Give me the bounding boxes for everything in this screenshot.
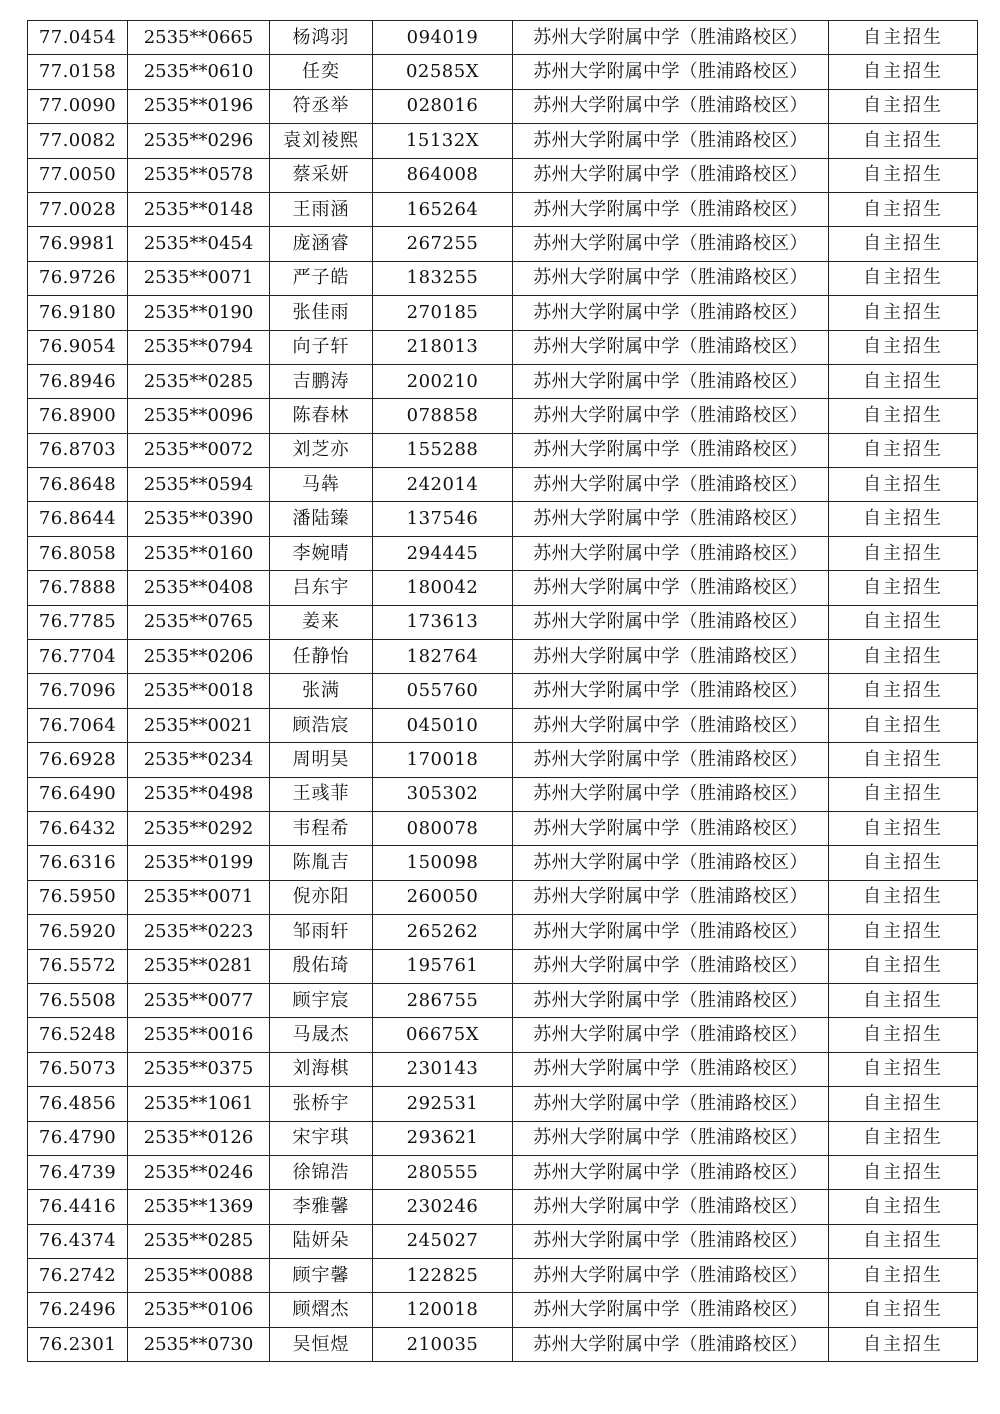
admission-type-cell: 自主招生 <box>829 571 978 605</box>
exam-id-cell: 2535**0285 <box>128 1224 270 1258</box>
id-code-cell: 195761 <box>373 949 513 983</box>
id-code-cell: 267255 <box>373 227 513 261</box>
admission-type-cell: 自主招生 <box>829 227 978 261</box>
exam-id-cell: 2535**0088 <box>128 1259 270 1293</box>
exam-id-cell: 2535**0296 <box>128 124 270 158</box>
id-code-cell: 122825 <box>373 1259 513 1293</box>
admission-type-cell: 自主招生 <box>829 674 978 708</box>
id-code-cell: 230143 <box>373 1052 513 1086</box>
school-cell: 苏州大学附属中学（胜浦路校区） <box>513 674 829 708</box>
score-cell: 77.0158 <box>28 55 128 89</box>
student-name-cell: 吴恒煜 <box>270 1327 373 1361</box>
exam-id-cell: 2535**0498 <box>128 777 270 811</box>
exam-id-cell: 2535**0199 <box>128 846 270 880</box>
school-cell: 苏州大学附属中学（胜浦路校区） <box>513 1121 829 1155</box>
id-code-cell: 150098 <box>373 846 513 880</box>
score-cell: 76.5248 <box>28 1018 128 1052</box>
table-row <box>28 1224 978 1258</box>
school-cell: 苏州大学附属中学（胜浦路校区） <box>513 949 829 983</box>
score-cell: 76.5073 <box>28 1052 128 1086</box>
exam-id-cell: 2535**0285 <box>128 364 270 398</box>
student-name-cell: 严子皓 <box>270 261 373 295</box>
admission-type-cell: 自主招生 <box>829 158 978 192</box>
school-cell: 苏州大学附属中学（胜浦路校区） <box>513 640 829 674</box>
exam-id-cell: 2535**0190 <box>128 296 270 330</box>
school-cell: 苏州大学附属中学（胜浦路校区） <box>513 708 829 742</box>
student-name-cell: 吉鹏涛 <box>270 364 373 398</box>
id-code-cell: 120018 <box>373 1293 513 1327</box>
table-body <box>28 21 978 1362</box>
exam-id-cell: 2535**0223 <box>128 915 270 949</box>
student-name-cell: 张桥宇 <box>270 1087 373 1121</box>
id-code-cell: 028016 <box>373 89 513 123</box>
student-name-cell: 张满 <box>270 674 373 708</box>
student-name-cell: 韦程希 <box>270 811 373 845</box>
student-name-cell: 王彧菲 <box>270 777 373 811</box>
score-cell: 77.0050 <box>28 158 128 192</box>
admission-type-cell: 自主招生 <box>829 433 978 467</box>
exam-id-cell: 2535**0234 <box>128 743 270 777</box>
admission-type-cell: 自主招生 <box>829 296 978 330</box>
table-row <box>28 399 978 433</box>
school-cell: 苏州大学附属中学（胜浦路校区） <box>513 227 829 261</box>
admission-type-cell: 自主招生 <box>829 605 978 639</box>
id-code-cell: 286755 <box>373 983 513 1017</box>
admission-type-cell: 自主招生 <box>829 846 978 880</box>
table-row <box>28 536 978 570</box>
score-cell: 76.5572 <box>28 949 128 983</box>
score-cell: 76.5920 <box>28 915 128 949</box>
admission-type-cell: 自主招生 <box>829 640 978 674</box>
score-cell: 76.9726 <box>28 261 128 295</box>
school-cell: 苏州大学附属中学（胜浦路校区） <box>513 330 829 364</box>
table-row <box>28 330 978 364</box>
table-row <box>28 846 978 880</box>
id-code-cell: 293621 <box>373 1121 513 1155</box>
exam-id-cell: 2535**0454 <box>128 227 270 261</box>
admission-type-cell: 自主招生 <box>829 536 978 570</box>
student-name-cell: 马犇 <box>270 468 373 502</box>
student-name-cell: 顾熠杰 <box>270 1293 373 1327</box>
score-cell: 76.7064 <box>28 708 128 742</box>
id-code-cell: 218013 <box>373 330 513 364</box>
school-cell: 苏州大学附属中学（胜浦路校区） <box>513 1259 829 1293</box>
school-cell: 苏州大学附属中学（胜浦路校区） <box>513 192 829 226</box>
id-code-cell: 200210 <box>373 364 513 398</box>
score-cell: 76.2496 <box>28 1293 128 1327</box>
admission-type-cell: 自主招生 <box>829 364 978 398</box>
exam-id-cell: 2535**0160 <box>128 536 270 570</box>
student-name-cell: 殷佑琦 <box>270 949 373 983</box>
id-code-cell: 055760 <box>373 674 513 708</box>
school-cell: 苏州大学附属中学（胜浦路校区） <box>513 846 829 880</box>
school-cell: 苏州大学附属中学（胜浦路校区） <box>513 1224 829 1258</box>
score-cell: 77.0090 <box>28 89 128 123</box>
exam-id-cell: 2535**0292 <box>128 811 270 845</box>
table-row <box>28 1155 978 1189</box>
table-row <box>28 1190 978 1224</box>
admission-type-cell: 自主招生 <box>829 811 978 845</box>
admission-type-cell: 自主招生 <box>829 915 978 949</box>
admission-type-cell: 自主招生 <box>829 89 978 123</box>
school-cell: 苏州大学附属中学（胜浦路校区） <box>513 158 829 192</box>
student-name-cell: 杨鸿羽 <box>270 21 373 55</box>
score-cell: 76.5508 <box>28 983 128 1017</box>
exam-id-cell: 2535**0390 <box>128 502 270 536</box>
school-cell: 苏州大学附属中学（胜浦路校区） <box>513 261 829 295</box>
school-cell: 苏州大学附属中学（胜浦路校区） <box>513 1327 829 1361</box>
student-name-cell: 姜来 <box>270 605 373 639</box>
exam-id-cell: 2535**0665 <box>128 21 270 55</box>
exam-id-cell: 2535**0021 <box>128 708 270 742</box>
table-row <box>28 261 978 295</box>
table-row <box>28 1087 978 1121</box>
table-row <box>28 192 978 226</box>
admission-type-cell: 自主招生 <box>829 55 978 89</box>
exam-id-cell: 2535**0126 <box>128 1121 270 1155</box>
exam-id-cell: 2535**0071 <box>128 880 270 914</box>
student-name-cell: 向子轩 <box>270 330 373 364</box>
admission-type-cell: 自主招生 <box>829 743 978 777</box>
school-cell: 苏州大学附属中学（胜浦路校区） <box>513 364 829 398</box>
score-cell: 76.8648 <box>28 468 128 502</box>
school-cell: 苏州大学附属中学（胜浦路校区） <box>513 1087 829 1121</box>
id-code-cell: 155288 <box>373 433 513 467</box>
table-row <box>28 640 978 674</box>
student-name-cell: 徐锦浩 <box>270 1155 373 1189</box>
admission-type-cell: 自主招生 <box>829 1293 978 1327</box>
score-cell: 76.9180 <box>28 296 128 330</box>
school-cell: 苏州大学附属中学（胜浦路校区） <box>513 55 829 89</box>
student-name-cell: 张佳雨 <box>270 296 373 330</box>
score-cell: 76.8058 <box>28 536 128 570</box>
admission-type-cell: 自主招生 <box>829 1190 978 1224</box>
id-code-cell: 02585X <box>373 55 513 89</box>
id-code-cell: 242014 <box>373 468 513 502</box>
admission-type-cell: 自主招生 <box>829 330 978 364</box>
score-cell: 76.8946 <box>28 364 128 398</box>
id-code-cell: 265262 <box>373 915 513 949</box>
id-code-cell: 137546 <box>373 502 513 536</box>
id-code-cell: 080078 <box>373 811 513 845</box>
exam-id-cell: 2535**0071 <box>128 261 270 295</box>
exam-id-cell: 2535**0096 <box>128 399 270 433</box>
student-name-cell: 蔡采妍 <box>270 158 373 192</box>
id-code-cell: 245027 <box>373 1224 513 1258</box>
exam-id-cell: 2535**0610 <box>128 55 270 89</box>
exam-id-cell: 2535**0765 <box>128 605 270 639</box>
student-name-cell: 李雅馨 <box>270 1190 373 1224</box>
id-code-cell: 280555 <box>373 1155 513 1189</box>
student-name-cell: 吕东宇 <box>270 571 373 605</box>
table-row <box>28 364 978 398</box>
admission-type-cell: 自主招生 <box>829 983 978 1017</box>
id-code-cell: 170018 <box>373 743 513 777</box>
table-row <box>28 55 978 89</box>
admission-type-cell: 自主招生 <box>829 1052 978 1086</box>
exam-id-cell: 2535**0578 <box>128 158 270 192</box>
school-cell: 苏州大学附属中学（胜浦路校区） <box>513 1190 829 1224</box>
id-code-cell: 06675X <box>373 1018 513 1052</box>
student-name-cell: 宋宇琪 <box>270 1121 373 1155</box>
admission-list-sheet <box>27 20 977 1362</box>
score-cell: 77.0454 <box>28 21 128 55</box>
table-row <box>28 296 978 330</box>
table-row <box>28 124 978 158</box>
exam-id-cell: 2535**0730 <box>128 1327 270 1361</box>
student-name-cell: 周明昊 <box>270 743 373 777</box>
table-row <box>28 1018 978 1052</box>
table-row <box>28 949 978 983</box>
student-name-cell: 庞涵睿 <box>270 227 373 261</box>
table-row <box>28 605 978 639</box>
student-name-cell: 刘芝亦 <box>270 433 373 467</box>
table-row <box>28 571 978 605</box>
exam-id-cell: 2535**0077 <box>128 983 270 1017</box>
admission-type-cell: 自主招生 <box>829 1121 978 1155</box>
school-cell: 苏州大学附属中学（胜浦路校区） <box>513 124 829 158</box>
table-row <box>28 89 978 123</box>
exam-id-cell: 2535**1061 <box>128 1087 270 1121</box>
score-cell: 76.7096 <box>28 674 128 708</box>
school-cell: 苏州大学附属中学（胜浦路校区） <box>513 743 829 777</box>
school-cell: 苏州大学附属中学（胜浦路校区） <box>513 605 829 639</box>
table-row <box>28 1293 978 1327</box>
table-row <box>28 811 978 845</box>
student-name-cell: 刘海棋 <box>270 1052 373 1086</box>
score-cell: 76.2742 <box>28 1259 128 1293</box>
student-name-cell: 王雨涵 <box>270 192 373 226</box>
admission-type-cell: 自主招生 <box>829 399 978 433</box>
id-code-cell: 270185 <box>373 296 513 330</box>
id-code-cell: 864008 <box>373 158 513 192</box>
id-code-cell: 173613 <box>373 605 513 639</box>
score-cell: 76.9054 <box>28 330 128 364</box>
admission-type-cell: 自主招生 <box>829 468 978 502</box>
admission-type-cell: 自主招生 <box>829 1087 978 1121</box>
school-cell: 苏州大学附属中学（胜浦路校区） <box>513 983 829 1017</box>
id-code-cell: 305302 <box>373 777 513 811</box>
school-cell: 苏州大学附属中学（胜浦路校区） <box>513 468 829 502</box>
admission-type-cell: 自主招生 <box>829 1327 978 1361</box>
school-cell: 苏州大学附属中学（胜浦路校区） <box>513 777 829 811</box>
admission-type-cell: 自主招生 <box>829 502 978 536</box>
school-cell: 苏州大学附属中学（胜浦路校区） <box>513 571 829 605</box>
table-row <box>28 227 978 261</box>
score-cell: 76.7888 <box>28 571 128 605</box>
score-cell: 76.6490 <box>28 777 128 811</box>
id-code-cell: 182764 <box>373 640 513 674</box>
student-name-cell: 马晟杰 <box>270 1018 373 1052</box>
admission-type-cell: 自主招生 <box>829 124 978 158</box>
exam-id-cell: 2535**0594 <box>128 468 270 502</box>
student-name-cell: 倪亦阳 <box>270 880 373 914</box>
admission-table <box>27 20 978 1362</box>
student-name-cell: 陆妍朵 <box>270 1224 373 1258</box>
student-name-cell: 顾宇馨 <box>270 1259 373 1293</box>
score-cell: 77.0028 <box>28 192 128 226</box>
table-row <box>28 468 978 502</box>
table-row <box>28 502 978 536</box>
score-cell: 76.9981 <box>28 227 128 261</box>
table-row <box>28 21 978 55</box>
school-cell: 苏州大学附属中学（胜浦路校区） <box>513 536 829 570</box>
score-cell: 76.7785 <box>28 605 128 639</box>
exam-id-cell: 2535**0018 <box>128 674 270 708</box>
table-row <box>28 777 978 811</box>
table-row <box>28 708 978 742</box>
id-code-cell: 183255 <box>373 261 513 295</box>
id-code-cell: 078858 <box>373 399 513 433</box>
student-name-cell: 袁刘祾熙 <box>270 124 373 158</box>
student-name-cell: 顾宇宸 <box>270 983 373 1017</box>
student-name-cell: 潘陆臻 <box>270 502 373 536</box>
id-code-cell: 230246 <box>373 1190 513 1224</box>
admission-type-cell: 自主招生 <box>829 949 978 983</box>
table-row <box>28 1327 978 1361</box>
id-code-cell: 292531 <box>373 1087 513 1121</box>
table-row <box>28 158 978 192</box>
student-name-cell: 任静怡 <box>270 640 373 674</box>
student-name-cell: 顾浩宸 <box>270 708 373 742</box>
id-code-cell: 15132X <box>373 124 513 158</box>
score-cell: 76.4416 <box>28 1190 128 1224</box>
exam-id-cell: 2535**0375 <box>128 1052 270 1086</box>
score-cell: 76.4739 <box>28 1155 128 1189</box>
score-cell: 76.6928 <box>28 743 128 777</box>
admission-type-cell: 自主招生 <box>829 261 978 295</box>
score-cell: 76.7704 <box>28 640 128 674</box>
admission-type-cell: 自主招生 <box>829 192 978 226</box>
admission-type-cell: 自主招生 <box>829 1155 978 1189</box>
id-code-cell: 294445 <box>373 536 513 570</box>
table-row <box>28 1121 978 1155</box>
student-name-cell: 陈春林 <box>270 399 373 433</box>
school-cell: 苏州大学附属中学（胜浦路校区） <box>513 880 829 914</box>
id-code-cell: 180042 <box>373 571 513 605</box>
score-cell: 76.8644 <box>28 502 128 536</box>
student-name-cell: 李婉晴 <box>270 536 373 570</box>
school-cell: 苏州大学附属中学（胜浦路校区） <box>513 502 829 536</box>
table-row <box>28 674 978 708</box>
school-cell: 苏州大学附属中学（胜浦路校区） <box>513 1293 829 1327</box>
table-row <box>28 1259 978 1293</box>
school-cell: 苏州大学附属中学（胜浦路校区） <box>513 915 829 949</box>
score-cell: 76.4374 <box>28 1224 128 1258</box>
table-row <box>28 1052 978 1086</box>
id-code-cell: 045010 <box>373 708 513 742</box>
admission-type-cell: 自主招生 <box>829 777 978 811</box>
admission-type-cell: 自主招生 <box>829 880 978 914</box>
admission-type-cell: 自主招生 <box>829 1259 978 1293</box>
exam-id-cell: 2535**0148 <box>128 192 270 226</box>
exam-id-cell: 2535**0106 <box>128 1293 270 1327</box>
school-cell: 苏州大学附属中学（胜浦路校区） <box>513 811 829 845</box>
score-cell: 76.6432 <box>28 811 128 845</box>
admission-type-cell: 自主招生 <box>829 21 978 55</box>
school-cell: 苏州大学附属中学（胜浦路校区） <box>513 1155 829 1189</box>
id-code-cell: 210035 <box>373 1327 513 1361</box>
student-name-cell: 陈胤吉 <box>270 846 373 880</box>
admission-type-cell: 自主招生 <box>829 1224 978 1258</box>
school-cell: 苏州大学附属中学（胜浦路校区） <box>513 1052 829 1086</box>
school-cell: 苏州大学附属中学（胜浦路校区） <box>513 399 829 433</box>
school-cell: 苏州大学附属中学（胜浦路校区） <box>513 21 829 55</box>
school-cell: 苏州大学附属中学（胜浦路校区） <box>513 433 829 467</box>
exam-id-cell: 2535**0206 <box>128 640 270 674</box>
score-cell: 76.8900 <box>28 399 128 433</box>
student-name-cell: 符丞举 <box>270 89 373 123</box>
admission-type-cell: 自主招生 <box>829 708 978 742</box>
exam-id-cell: 2535**0196 <box>128 89 270 123</box>
score-cell: 76.2301 <box>28 1327 128 1361</box>
score-cell: 76.6316 <box>28 846 128 880</box>
table-row <box>28 743 978 777</box>
score-cell: 76.4856 <box>28 1087 128 1121</box>
school-cell: 苏州大学附属中学（胜浦路校区） <box>513 296 829 330</box>
id-code-cell: 165264 <box>373 192 513 226</box>
exam-id-cell: 2535**0072 <box>128 433 270 467</box>
exam-id-cell: 2535**0281 <box>128 949 270 983</box>
score-cell: 76.4790 <box>28 1121 128 1155</box>
score-cell: 76.8703 <box>28 433 128 467</box>
score-cell: 76.5950 <box>28 880 128 914</box>
table-row <box>28 983 978 1017</box>
table-row <box>28 880 978 914</box>
student-name-cell: 邹雨轩 <box>270 915 373 949</box>
id-code-cell: 260050 <box>373 880 513 914</box>
table-row <box>28 915 978 949</box>
table-row <box>28 433 978 467</box>
exam-id-cell: 2535**1369 <box>128 1190 270 1224</box>
id-code-cell: 094019 <box>373 21 513 55</box>
school-cell: 苏州大学附属中学（胜浦路校区） <box>513 89 829 123</box>
school-cell: 苏州大学附属中学（胜浦路校区） <box>513 1018 829 1052</box>
admission-type-cell: 自主招生 <box>829 1018 978 1052</box>
student-name-cell: 任奕 <box>270 55 373 89</box>
exam-id-cell: 2535**0016 <box>128 1018 270 1052</box>
exam-id-cell: 2535**0408 <box>128 571 270 605</box>
exam-id-cell: 2535**0794 <box>128 330 270 364</box>
score-cell: 77.0082 <box>28 124 128 158</box>
exam-id-cell: 2535**0246 <box>128 1155 270 1189</box>
